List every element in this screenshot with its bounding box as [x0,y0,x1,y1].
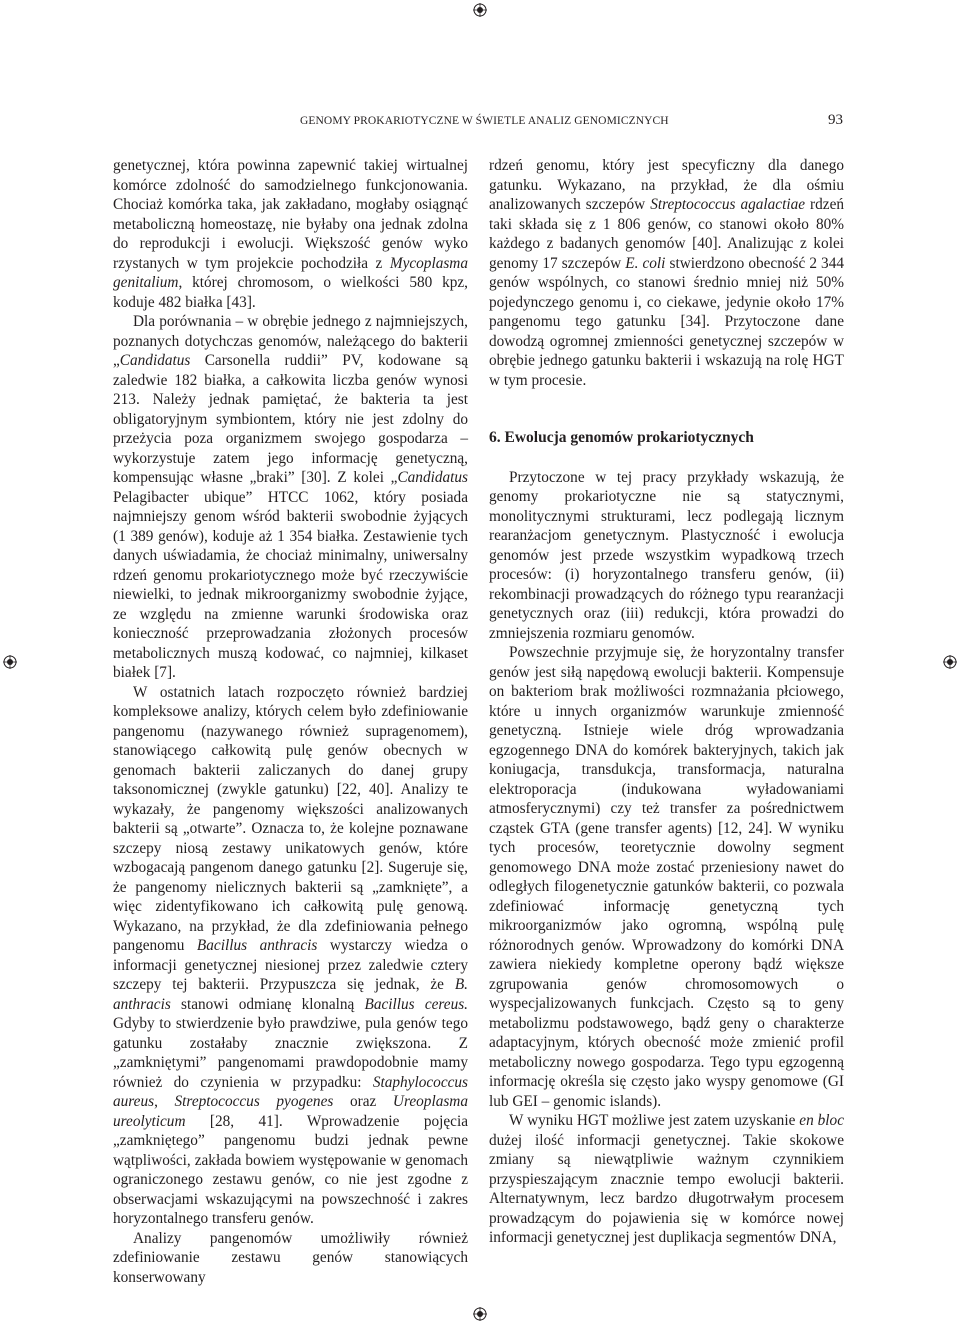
paragraph: Powszechnie przyjmuje się, że horyzontalny transfer genów jest siłą napędową ewolucji bakterii. Kompensuje on bakteriom brak możliwości rozmnażania płciowego, które u innych organizmów warunkuje zmienność genetyczną. Istnieje wiele dróg wprowadzania egzogennego DNA do komórek bakteryjnych, takich jak koniugacja, transdukcja, transformacja, naturalna elektroporacja (indukowana wyładowaniami atmosferycznymi) czy też transfer za pośrednictwem cząstek GTA (gene transfer agents) [12, 24]. W wyniku tych procesów, teoretycznie dowolny segment genomowego DNA może zostać przeniesiony nawet do odległych filogenetycznie gatunków bakterii, co pozwala zdefiniować informację genetyczną tych mikroorganizmów jako ogromną, wspólną pulę różnorodnych genów. Wprowadzony do komórki DNA zawiera niekiedy kompletne operony bądź większe zgrupowania genów chromosomowych o wyspecjalizowanych funkcjach. Często są to geny metabolizmu podstawowego, bądź geny o charakterze adaptacyjnym, których obecność może zmienić profil metaboliczny nowego gospodarza. Tego typu egzogenną informację określa się często jako wyspy genomowe (GI lub GEI – genomic islands). [489,644,844,1110]
registration-mark-icon [943,655,957,669]
registration-mark-icon [473,1307,487,1321]
paragraph: Przytoczone w tej pracy przykłady wskazują, że genomy prokariotyczne nie są statycznymi, monolitycznymi strukturami, lecz podlegają licznym rearanżacjom genetycznym. Plastyczność i ewolucja genomów jest przede wszystkim wypadkową trzech procesów: (i) horyzontalnego transferu genów, (ii) rekombinacji prowadzących do różnego typu rearanżacji genetycznych oraz (iii) redukcji, która prowadzi do zmniejszenia rozmiaru genomów. [489,468,844,642]
registration-mark-icon [473,3,487,17]
registration-mark-icon [3,655,17,669]
paragraph: genetycznej, która powinna zapewnić takiej wirtualnej komórce zdolność do samodzielnego funkcjonowania. Chociaż komórka taka, jak zakładano, mogłaby osiągnąć metaboliczną homeostazę, nie byłaby ona jednak zdolna do reprodukcji i ewolucji. Większość genów wyko rzystanych w tym projekcie pochodziła z Mycoplasma genitalium, której chromosom, o wielkości 580 kpz, koduje 482 białka [43]. [113,157,468,311]
paragraph: W ostatnich latach rozpoczęto również bardziej kompleksowe analizy, których celem było zdefiniowanie pangenomu (nazywanego również supragenomem), stanowiącego całkowitą pulę genów obecnych w genomach bakterii zaliczanych do danej grupy taksonomicznej (zwykle gatunku) [22, 40]. Analizy te wykazały, że pangenomy większości analizowanych bakterii są „otwarte”. Oznacza to, że kolejne poznawane szczepy niosą zestawy unikatowych genów, które wzbogacają pangenom danego gatunku [2]. Sugeruje się, że pangenomy nielicznych bakterii są „zamknięte”, a więc zidentyfikowano ich całkowitą pulę genową. Wykazano, na przykład, że dla zdefiniowania pełnego pangenomu Bacillus anthracis wystarczy wiedza o informacji genetycznej niesionej przez zaledwie cztery szczepy tej bakterii. Przypuszcza się jednak, że B. anthracis stanowi odmianę klonalną Bacillus cereus. Gdyby to stwierdzenie było prawdziwe, pula genów tego gatunku zostałaby znacznie zwiększona. Z „zamkniętymi” pangenomami prawdopodobnie mamy również do czynienia w przypadku: Staphylococcus aureus, Streptococcus pyogenes oraz Ureoplasma ureolyticum [28, 41]. Wprowadzenie pojęcia „zamkniętego” pangenomu budzi jednak pewne wątpliwości, zakłada bowiem występowanie w genomach ograniczonego zestawu genów, co nie jest zgodne z obserwacjami wskazującymi na powszechność i zakres horyzontalnego transferu genów. [113,683,469,1227]
paragraph: W wyniku HGT możliwe jest zatem uzyskanie en bloc dużej ilość informacji genetycznej. Takie skokowe zmiany są niewątpliwie ważnym czynnikiem przyspieszającym znacznie tempo ewolucji bakterii. Alternatywnym, lecz bardzo długotrwałym procesem prowadzącym do pojawienia się w komórce nowej informacji genetycznej jest duplikacja segmentów DNA, [489,1112,844,1246]
section-heading: 6. Ewolucja genomów prokariotycznych [489,429,754,446]
right-column [489,156,844,1248]
paragraph: rdzeń genomu, który jest specyficzny dla danego gatunku. Wykazano, na przykład, że dla ośmiu analizowanych szczepów Streptococcus agalactiae rdzeń taki składa się z 1 806 genów, co stanowi około 80% każdego z badanych genomów [40]. Analizując z kolei genomy 17 szczepów E. coli stwierdzono obecność 2 344 genów wspólnych, co stanowi średnio mniej niż 50% pojedynczego genomu i, co ciekawe, jedynie około 17% pangenomu tego gatunku [34]. Przytoczone dane dowodzą ogromnej zmienności genetycznej szczepów w obrębie jednego gatunku bakterii i wskazują na rolę HGT w tym procesie. [489,157,845,389]
paragraph: Dla porównania – w obrębie jednego z najmniejszych, poznanych dotychczas genomów, należącego do bakterii „Candidatus Carsonella ruddii” PV, kodowane są zaledwie 182 białka, a całkowita liczba genów wynosi 213. Należy jednak pamiętać, że bakteria ta jest obligatoryjnym symbiontem, który nie jest zdolny do przeżycia poza organizmem swojego gospodarza – wykorzystuje zatem jego informację genetyczną, kompensując własne „braki” [30]. Z kolei „Candidatus Pelagibacter ubique” HTCC 1062, który posiada najmniejszy genom wśród bakterii swobodnie żyjących (1 389 genów), koduje aż 1 354 białka. Zestawienie tych danych uświadamia, że chociaż minimalny, uniwersalny rdzeń genomu prokariotycznego może być rzeczywiście niewielki, to jednak mikroorganizmy swobodnie żyjące, ze względu na zmienne warunki środowiska oraz konieczność przeprowadzania złożonych procesów metabolicznych muszą kodować, co najmniej, kilkaset białek [7]. [113,313,468,681]
running-head: GENOMY PROKARIOTYCZNE W ŚWIETLE ANALIZ GENOMICZNYCH [300,115,669,127]
left-column [113,156,468,1287]
paragraph: Analizy pangenomów umożliwiły również zdefiniowanie zestawu genów stanowiących konserwowany [113,1229,468,1286]
page-number: 93 [828,112,843,128]
